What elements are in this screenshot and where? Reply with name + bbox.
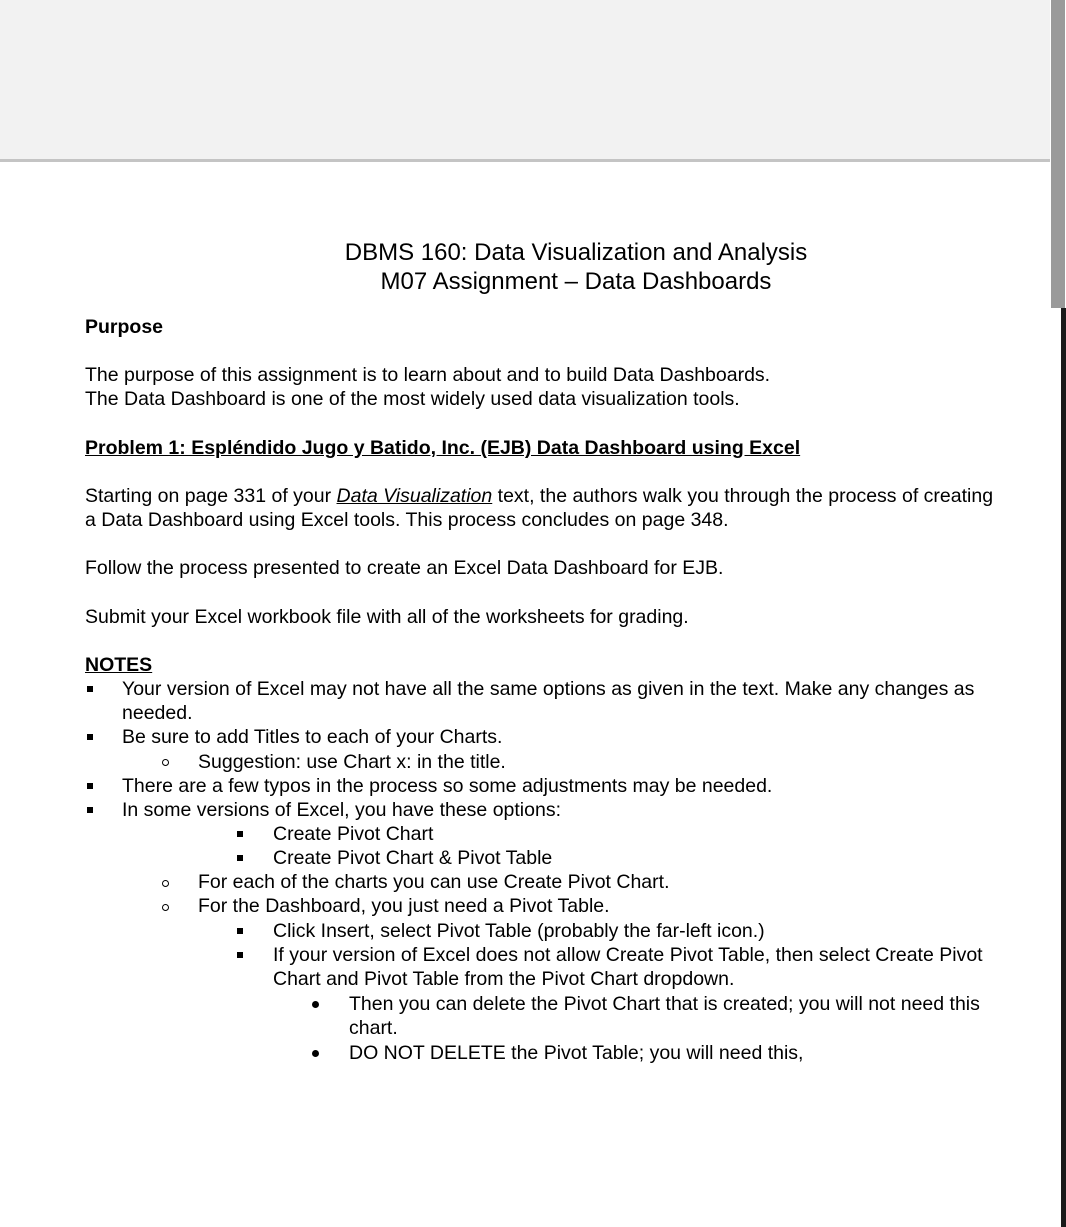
dot-bullet-icon <box>312 1001 319 1008</box>
problem-heading: Problem 1: Espléndido Jugo y Batido, Inc. (EJB) Data Dashboard using Excel <box>85 437 801 459</box>
paragraph-1-line2: a Data Dashboard using Excel tools. This process concludes on page 348. <box>85 509 729 531</box>
paragraph-3: Submit your Excel workbook file with all of the worksheets for grading. <box>85 606 689 628</box>
dot-bullet-icon <box>312 1050 319 1057</box>
note-4-sub-2: For the Dashboard, you just need a Pivot Table. <box>198 895 610 917</box>
circle-bullet-icon <box>162 880 169 887</box>
paragraph-1-line1 <box>85 484 993 508</box>
note-4-sub-2-b-i-line1: Then you can delete the Pivot Chart that is created; you will not need this <box>349 993 980 1015</box>
paragraph-1-start: Starting on page 331 of your <box>85 485 337 507</box>
notes-heading: NOTES <box>85 654 153 676</box>
document-title-line1: DBMS 160: Data Visualization and Analysis <box>344 239 808 266</box>
square-bullet-icon <box>237 928 243 934</box>
note-1-line1: Your version of Excel may not have all the same options as given in the text. Make any changes as <box>122 678 975 700</box>
purpose-line2: The Data Dashboard is one of the most widely used data visualization tools. <box>85 388 740 410</box>
paragraph-1-end: text, the authors walk you through the process of creating <box>492 485 994 507</box>
circle-bullet-icon <box>162 759 169 766</box>
square-bullet-icon <box>87 686 93 692</box>
square-bullet-icon <box>237 855 243 861</box>
note-4-option-1: Create Pivot Chart <box>273 823 434 845</box>
note-4: In some versions of Excel, you have these options: <box>122 799 561 821</box>
note-3: There are a few typos in the process so some adjustments may be needed. <box>122 775 773 797</box>
square-bullet-icon <box>237 831 243 837</box>
note-4-option-2: Create Pivot Chart & Pivot Table <box>273 847 553 869</box>
note-4-sub-2-b-line1: If your version of Excel does not allow Create Pivot Table, then select Create Pivot <box>273 944 983 966</box>
note-4-sub-2-b-line2: Chart and Pivot Table from the Pivot Chart dropdown. <box>273 968 735 990</box>
square-bullet-icon <box>87 807 93 813</box>
note-2-sub: Suggestion: use Chart x: in the title. <box>198 751 506 773</box>
square-bullet-icon <box>87 783 93 789</box>
note-1-line2: needed. <box>122 702 193 724</box>
square-bullet-icon <box>87 734 93 740</box>
square-bullet-icon <box>237 952 243 958</box>
paragraph-2: Follow the process presented to create an Excel Data Dashboard for EJB. <box>85 557 724 579</box>
document-title-line2: M07 Assignment – Data Dashboards <box>380 268 772 295</box>
note-4-sub-2-a: Click Insert, select Pivot Table (probably the far-left icon.) <box>273 920 765 942</box>
note-4-sub-2-b-ii: DO NOT DELETE the Pivot Table; you will need this, <box>349 1042 804 1064</box>
note-2: Be sure to add Titles to each of your Charts. <box>122 726 503 748</box>
purpose-line1: The purpose of this assignment is to learn about and to build Data Dashboards. <box>85 364 771 386</box>
note-4-sub-2-b-i-line2: chart. <box>349 1017 398 1039</box>
circle-bullet-icon <box>162 904 169 911</box>
purpose-heading: Purpose <box>85 316 164 338</box>
book-title: Data Visualization <box>336 485 493 507</box>
note-4-sub-1: For each of the charts you can use Create Pivot Chart. <box>198 871 670 893</box>
